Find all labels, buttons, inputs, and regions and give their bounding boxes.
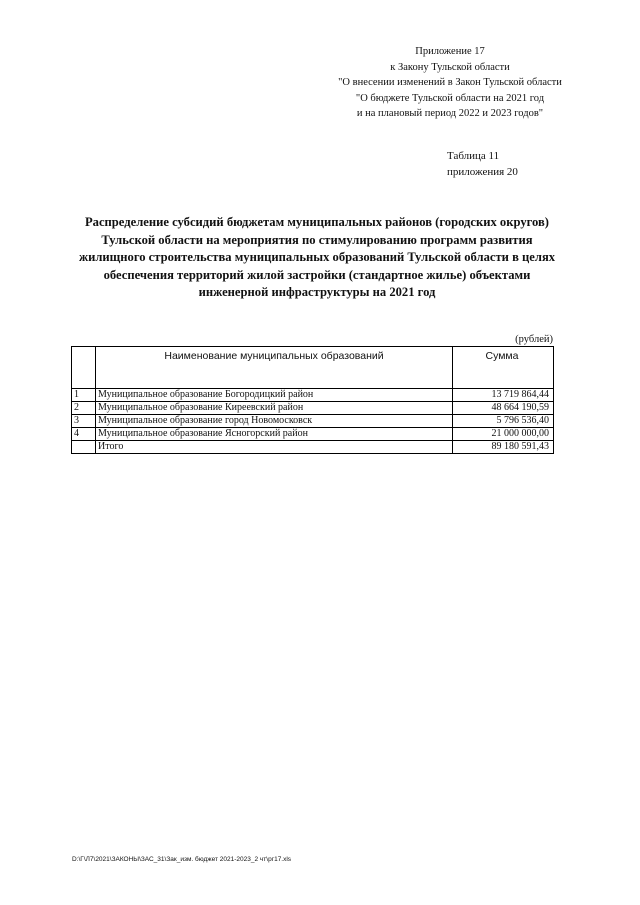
appendix-line: к Закону Тульской области [390, 61, 510, 73]
row-name: Муниципальное образование Киреевский район [96, 402, 453, 415]
header-number [72, 347, 96, 389]
document-title [62, 214, 572, 302]
table-ref-line: Таблица 11 [447, 150, 500, 162]
row-name: Муниципальное образование Ясногорский район [96, 428, 453, 441]
table-row [72, 428, 554, 441]
row-sum: 13 719 864,44 [453, 389, 554, 402]
total-label: Итого [96, 441, 453, 454]
title-line: обеспечения территорий жилой застройки (стандартное жилье) объектами [103, 267, 531, 282]
title-line: инженерной инфраструктуры на 2021 год [198, 285, 436, 299]
total-row [72, 441, 554, 454]
total-number [72, 441, 96, 454]
appendix-line: и на плановый период 2022 и 2023 годов" [356, 108, 544, 119]
row-name: Муниципальное образование город Новомосковск [96, 415, 453, 428]
units-label: (рублей) [515, 334, 553, 345]
row-number: 1 [72, 389, 96, 402]
subsidy-table [71, 346, 554, 454]
total-sum: 89 180 591,43 [453, 441, 554, 454]
row-name: Муниципальное образование Богородицкий район [96, 389, 453, 402]
title-line: жилищного строительства муниципальных образований Тульской области в целях [78, 250, 556, 264]
title-line: Распределение субсидий бюджетам муниципальных районов (городских округов) [84, 215, 550, 229]
table-reference [447, 148, 518, 180]
row-sum: 21 000 000,00 [453, 428, 554, 441]
title-line: Тульской области на мероприятия по стимулированию программ развития [101, 232, 533, 247]
table-ref-line: приложения 20 [447, 166, 518, 178]
file-path-footer: D:\Г\Л7\2021\ЗАКОНЫ\ЗАС_31\Зак_изм. бюджет 2021-2023_2 чт\рг17.xls [72, 856, 292, 863]
row-number: 4 [72, 428, 96, 441]
row-sum: 5 796 536,40 [453, 415, 554, 428]
table-header-row [72, 347, 554, 389]
table-row [72, 389, 554, 402]
appendix-line: Приложение 17 [415, 46, 485, 57]
table-row [72, 402, 554, 415]
header-name: Наименование муниципальных образований [96, 347, 453, 389]
appendix-line: "О бюджете Тульской области на 2021 год [355, 92, 545, 104]
row-number: 3 [72, 415, 96, 428]
table-row [72, 415, 554, 428]
row-sum: 48 664 190,59 [453, 402, 554, 415]
appendix-line: "О внесении изменений в Закон Тульской области [338, 77, 562, 88]
row-number: 2 [72, 402, 96, 415]
header-sum: Сумма [453, 347, 554, 389]
appendix-header [330, 44, 570, 122]
